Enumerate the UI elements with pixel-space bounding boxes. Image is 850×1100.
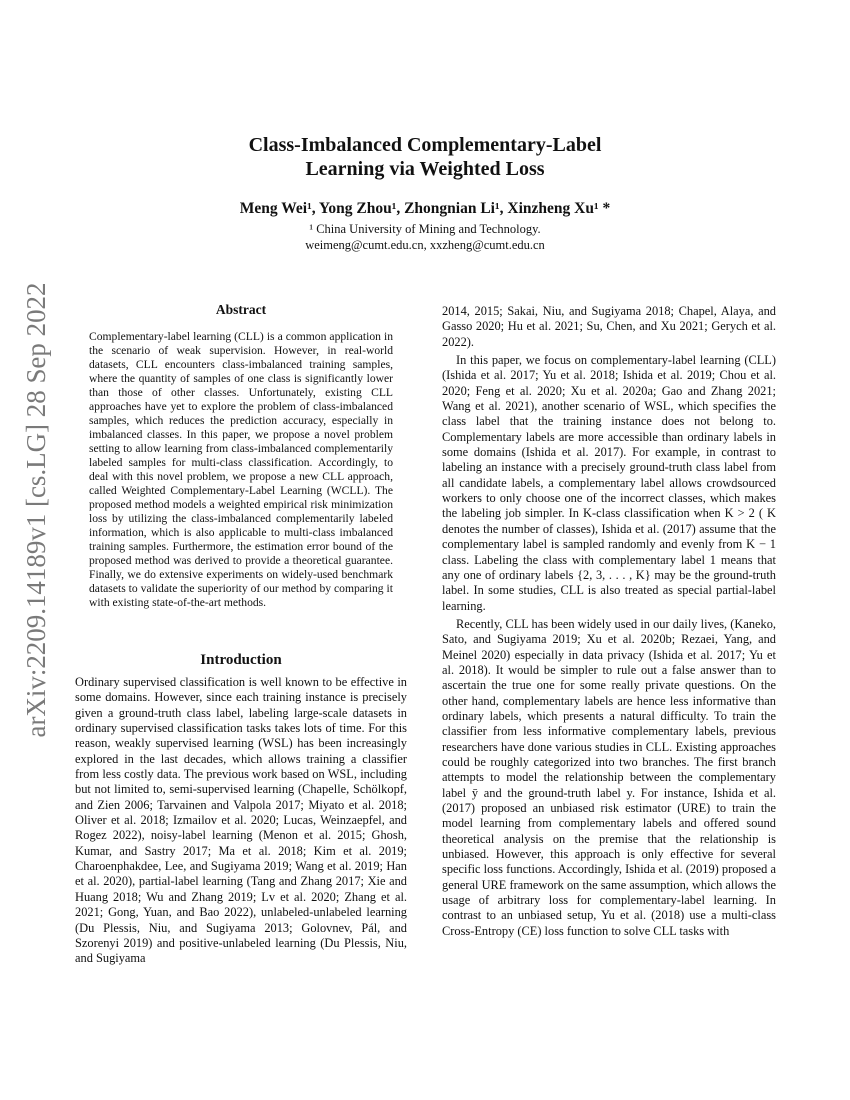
arxiv-id-text: arXiv:2209.14189v1 [cs.LG] 28 Sep 2022: [21, 281, 51, 738]
author-list: Meng Wei¹, Yong Zhou¹, Zhongnian Li¹, Xinzheng Xu¹ *: [239, 200, 611, 217]
paper-title: [150, 133, 700, 181]
related-work-continuation: 2014, 2015; Sakai, Niu, and Sugiyama 2018; Chapel, Alaya, and Gasso 2020; Hu et al. 2021; Su, Chen, and Xu 2021; Gerych et al. 2022).: [442, 304, 776, 349]
abstract-section: [75, 302, 407, 622]
intro-paragraph-2: In this paper, we focus on complementary-label learning (CLL) (Ishida et al. 2017; Yu et al. 2018; Ishida et al. 2019; Chou et al. 2020; Feng et al. 2020; Xu et al. 2020a; Gao and Zhang 2021; Wang et al. 2021), another scenario of WSL, which specifies the class label that the training instance does not belong to. Complementary labels are more accessible than ordinary labels in some domains (Ishida et al. 2017). For example, in contrast to labeling an instance with a precisely ground-truth class label from all candidate labels, a complementary label allows crowdsourced workers to only choose one of the incorrect classes, which makes the labeling job simpler. In K-class classification when K > 2 ( K denotes the number of classes), Ishida et al. (2017) assume that the complementary label is sampled randomly and evenly from K − 1 class. Labeling the class with complementary label 1 means that any one of ordinary labels {2, 3, . . . , K} may be the ground-truth label. In some studies, CLL is also treated as special partial-label learning.: [442, 353, 776, 613]
introduction-heading: Introduction: [200, 652, 282, 668]
intro-paragraph-1: Ordinary supervised classification is well known to be effective in some domains. However, since each training instance is precisely given a ground-truth class label, labeling large-scale datasets in ordinary supervised classification tasks takes lots of time. For this reason, weakly supervised learning (WSL) has been increasingly explored in the last decades, which allows training a classifier from less costly data. The previous work based on WSL, including but not limited to, semi-supervised learning (Chapelle, Schölkopf, and Zien 2006; Tarvainen and Valpola 2017; Miyato et al. 2018; Oliver et al. 2018; Izmailov et al. 2020; Lucas, Weinzaepfel, and Rogez 2022), noisy-label learning (Menon et al. 2015; Ghosh, Kumar, and Sastry 2017; Ma et al. 2018; Kim et al. 2019; Charoenphakdee, Lee, and Sugiyama 2019; Wang et al. 2019; Han et al. 2020), partial-label learning (Tang and Zhang 2017; Xie and Huang 2018; Wu and Zhang 2019; Lv et al. 2020; Zhang et al. 2021; Gong, Yuan, and Bao 2022), unlabeled-unlabeled learning (Du Plessis, Niu, and Sugiyama 2013; Golovnev, Pál, and Szorenyi 2019) and positive-unlabeled learning (Du Plessis, Niu, and Sugiyama: [75, 675, 407, 966]
title-line-2: Learning via Weighted Loss: [305, 158, 545, 180]
author-emails: weimeng@cumt.edu.cn, xxzheng@cumt.edu.cn: [305, 238, 545, 252]
introduction-section: [75, 652, 407, 967]
arxiv-identifier: [10, 280, 60, 740]
affiliation: ¹ China University of Mining and Technology.: [309, 222, 541, 236]
abstract-text: Complementary-label learning (CLL) is a common application in the scenario of weak supervision. However, in real-world datasets, CLL encounters class-imbalanced training samples, where the quantity of samples of one class is significantly lower than those of other classes. Unfortunately, existing CLL approaches have yet to explore the problem of class-imbalanced samples, which reduces the prediction accuracy, especially in imbalanced classes. In this paper, we propose a novel problem setting to allow learning from class-imbalanced complementarily labeled samples for multi-class classification. Accordingly, to deal with this novel problem, we propose a new CLL approach, called Weighted Complementary-Label Learning (WCLL). The proposed method models a weighted empirical risk minimization loss by utilizing the class-imbalanced complementarily labeled information, which is also applicable to multi-class imbalanced training samples. Furthermore, the estimation error bound of the proposed method was derived to provide a theoretical guarantee. Finally, we do extensive experiments on widely-used benchmark datasets to validate the superiority of our method by comparing it with existing state-of-the-art methods.: [89, 329, 393, 610]
right-column: [442, 304, 776, 939]
title-line-1: Class-Imbalanced Complementary-Label: [248, 134, 602, 156]
abstract-heading: Abstract: [215, 302, 267, 317]
affiliation-block: [150, 221, 700, 253]
intro-paragraph-3: Recently, CLL has been widely used in our daily lives, (Kaneko, Sato, and Sugiyama 2019; Xu et al. 2020b; Rezaei, Yang, and Meinel 2020) especially in data privacy (Ishida et al. 2017; Yu et al. 2018). It would be simpler to rule out a false answer than to ascertain the true one for some really private questions. On the other hand, complementary labels are hence less informative than ordinary labels, which presents a natural difficulty. To train the classifier from less informative complementary labels, previous researchers have done various studies in CLL. Existing approaches could be roughly categorized into two branches. The first branch attempts to model the relationship between the complementary label ȳ and the ground-truth label y. For instance, Ishida et al. (2017) proposed an unbiased risk estimator (URE) to train the model learning from complementary labels and offered sound theoretical analysis on the premise that the relationship is unbiased. However, this approach is only effective for several specific loss functions. Accordingly, Ishida et al. (2019) proposed a general URE framework on the same assumption, which allows the usage of arbitrary loss for complementary-label learning. In contrast to an unbiased setup, Yu et al. (2018) use a multi-class Cross-Entropy (CE) loss function to solve CLL tasks with: [442, 616, 776, 938]
